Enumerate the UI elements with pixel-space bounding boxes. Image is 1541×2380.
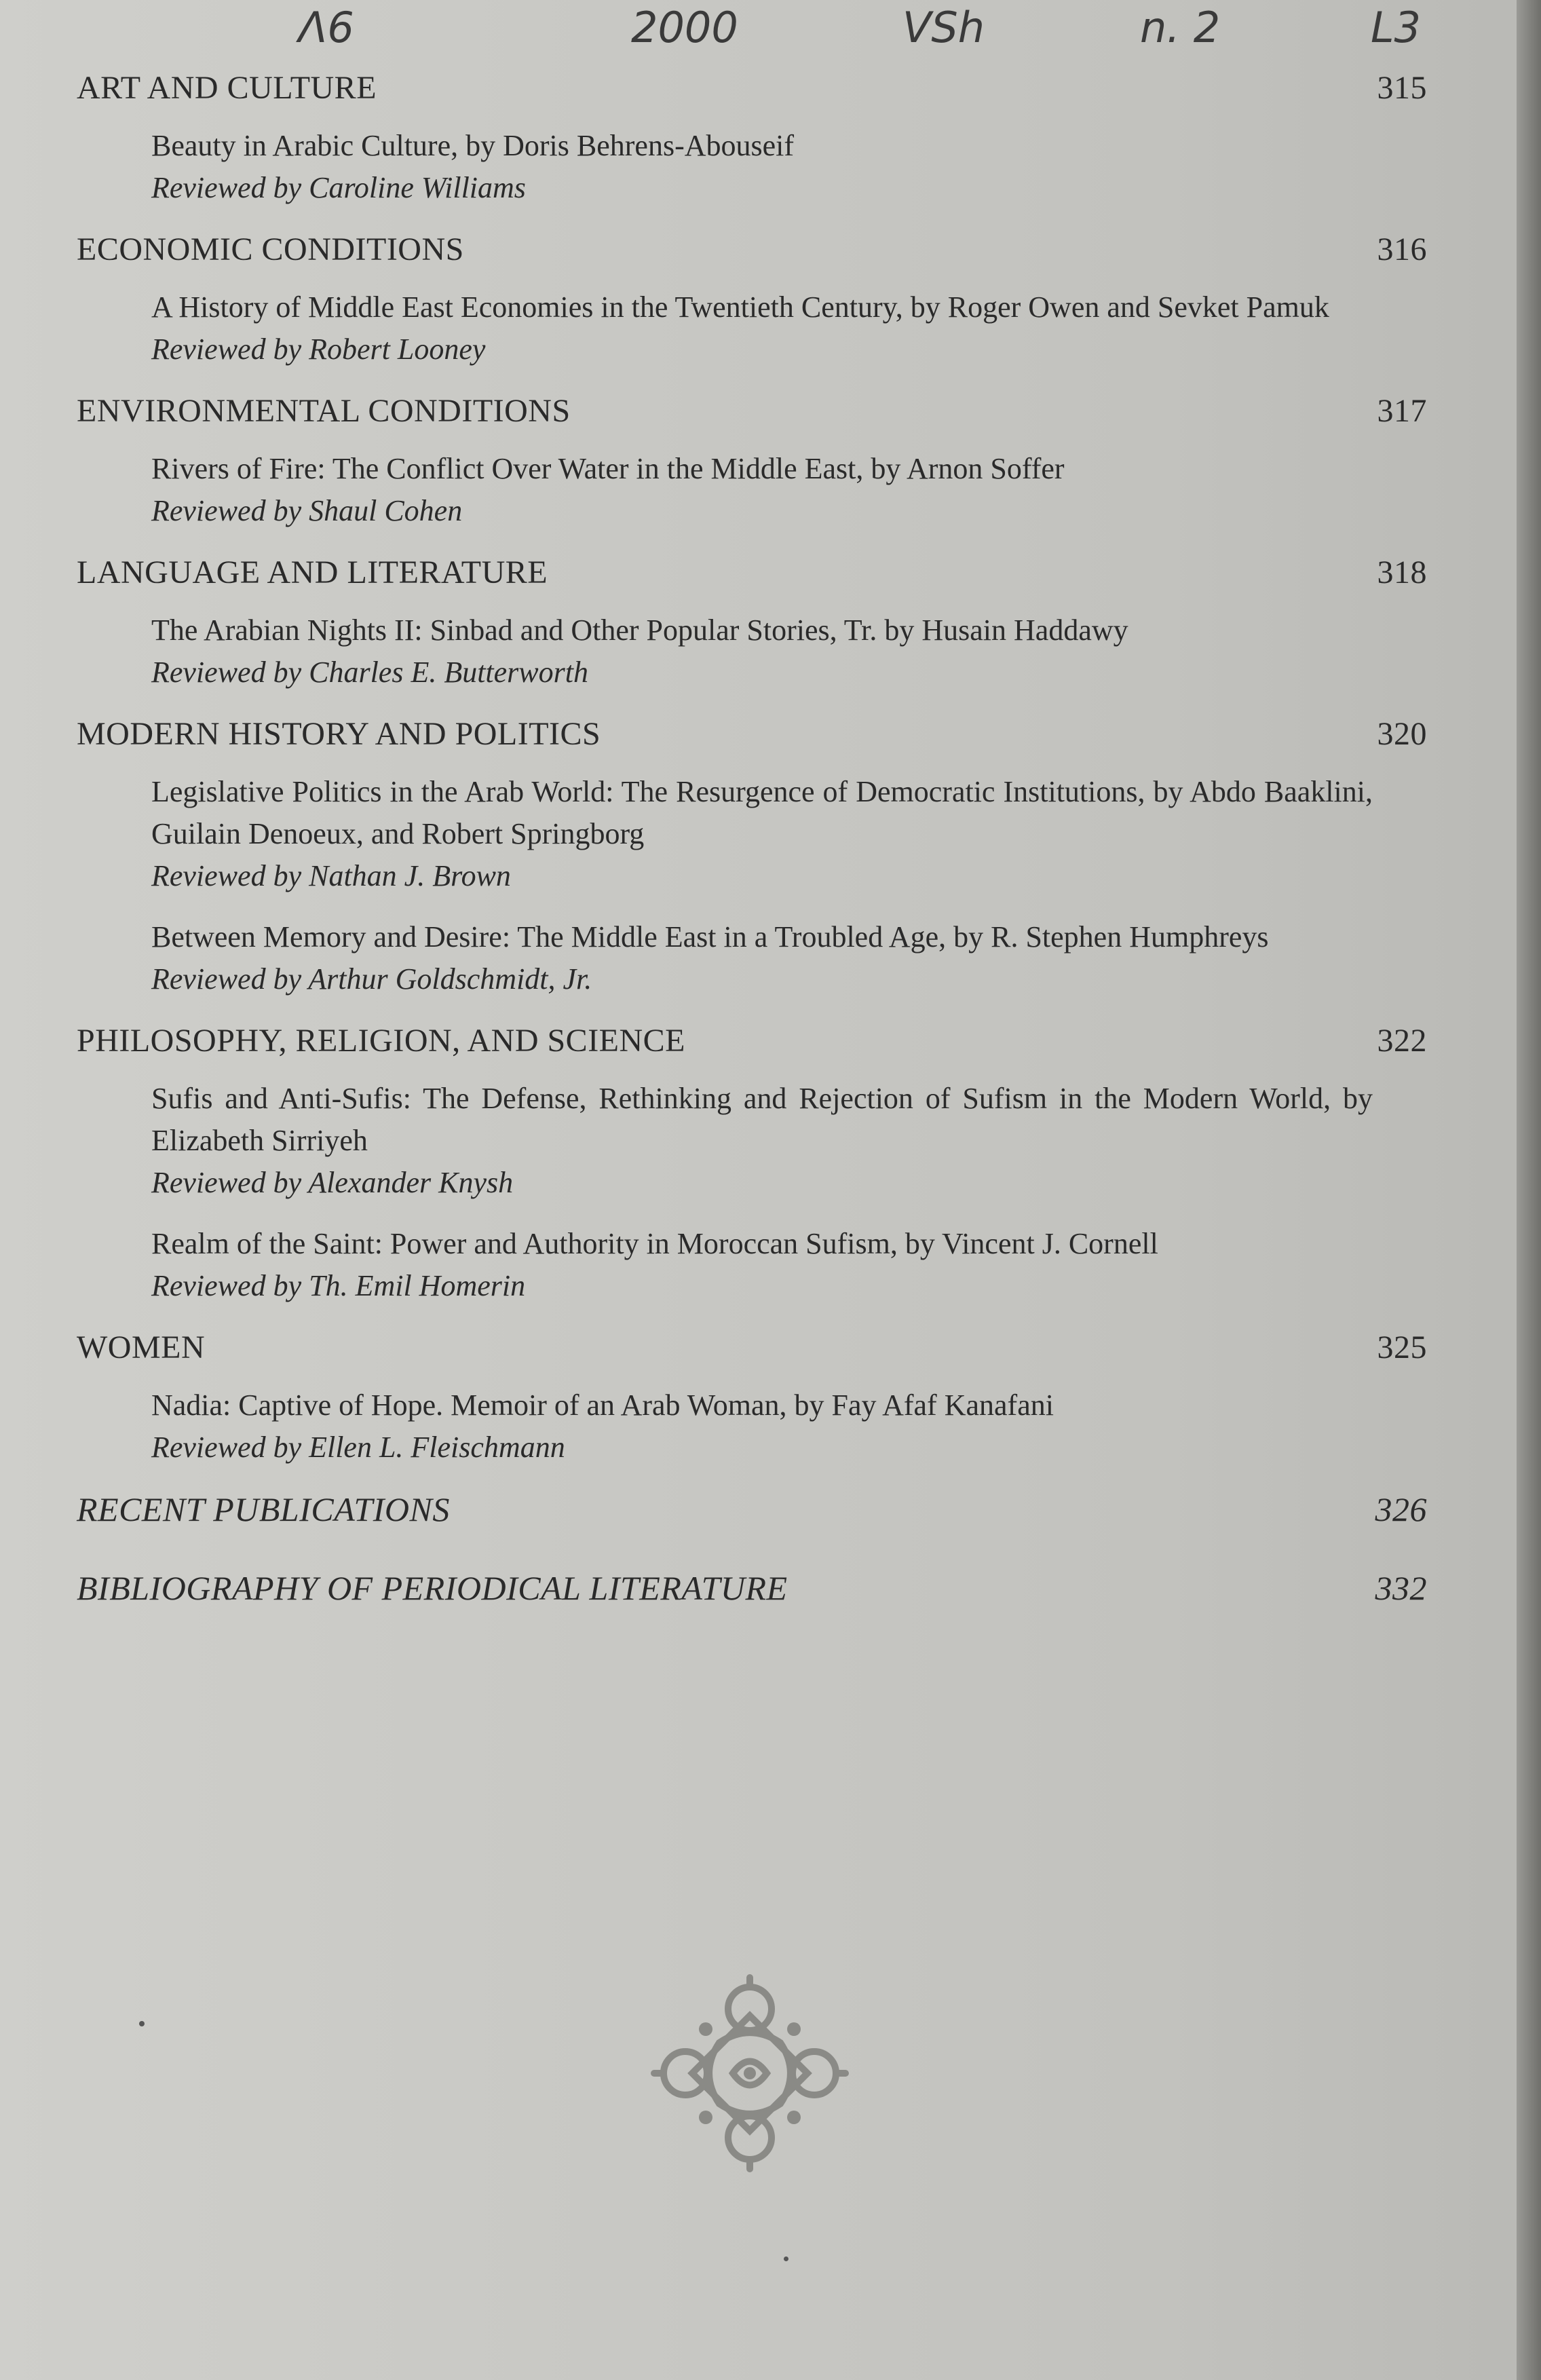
book-title: A History of Middle East Economies in the Twentieth Century, by Roger Owen and Sevket Pamuk bbox=[151, 290, 1329, 324]
handwritten-mark-3: VSh bbox=[902, 3, 985, 52]
book-title: The Arabian Nights II: Sinbad and Other Popular Stories, Tr. by Husain Haddawy bbox=[151, 613, 1128, 647]
toc-section-economic-conditions bbox=[77, 229, 1427, 371]
toc-bibliography bbox=[77, 1568, 1427, 1608]
toc-section-art-and-culture bbox=[77, 68, 1427, 209]
section-page-number: 320 bbox=[1377, 716, 1427, 752]
section-page-number: 315 bbox=[1377, 70, 1427, 106]
toc-recent-publications bbox=[77, 1489, 1427, 1530]
review-entry bbox=[151, 609, 1373, 694]
toc-section-women bbox=[77, 1327, 1427, 1469]
book-title: Legislative Politics in the Arab World: The Resurgence of Democratic Institutions, by Abdo Baaklini, Guilain Denoeux, and Robert Springborg bbox=[151, 775, 1373, 850]
section-page-number: 318 bbox=[1377, 554, 1427, 590]
page-edge-shadow bbox=[1517, 0, 1541, 2380]
toc-section-language-and-literature bbox=[77, 552, 1427, 694]
book-title: Nadia: Captive of Hope. Memoir of an Arab Woman, by Fay Afaf Kanafani bbox=[151, 1389, 1054, 1422]
section-heading bbox=[77, 1568, 1427, 1608]
section-page-number: 332 bbox=[1375, 1569, 1427, 1607]
section-page-number: 322 bbox=[1377, 1023, 1427, 1059]
review-entry bbox=[151, 771, 1373, 897]
arabesque-ornament-icon bbox=[645, 1968, 855, 2178]
section-title: LANGUAGE AND LITERATURE bbox=[77, 554, 548, 590]
reviewer: Reviewed by Charles E. Butterworth bbox=[151, 656, 588, 689]
handwritten-mark-5: L3 bbox=[1371, 3, 1421, 52]
reviewer: Reviewed by Robert Looney bbox=[151, 333, 486, 366]
section-title: PHILOSOPHY, RELIGION, AND SCIENCE bbox=[77, 1023, 685, 1059]
reviewer: Reviewed by Ellen L. Fleischmann bbox=[151, 1431, 565, 1464]
section-page-number: 316 bbox=[1377, 231, 1427, 267]
book-title: Beauty in Arabic Culture, by Doris Behrens-Abouseif bbox=[151, 129, 795, 162]
paper-speck bbox=[139, 2021, 145, 2026]
section-title: RECENT PUBLICATIONS bbox=[77, 1490, 450, 1528]
review-entry bbox=[151, 286, 1373, 371]
section-title: ECONOMIC CONDITIONS bbox=[77, 231, 464, 267]
reviewer: Reviewed by Nathan J. Brown bbox=[151, 859, 511, 892]
toc-section-environmental-conditions bbox=[77, 391, 1427, 532]
section-page-number: 325 bbox=[1377, 1329, 1427, 1365]
book-title: Rivers of Fire: The Conflict Over Water in the Middle East, by Arnon Soffer bbox=[151, 452, 1065, 485]
section-title: ENVIRONMENTAL CONDITIONS bbox=[77, 393, 571, 429]
section-heading bbox=[77, 1327, 1427, 1368]
section-heading bbox=[77, 1021, 1427, 1061]
section-title: MODERN HISTORY AND POLITICS bbox=[77, 716, 601, 752]
handwritten-mark-1: Λ6 bbox=[299, 3, 354, 52]
book-title: Realm of the Saint: Power and Authority in Moroccan Sufism, by Vincent J. Cornell bbox=[151, 1227, 1158, 1260]
section-heading bbox=[77, 1489, 1427, 1530]
handwritten-mark-2: 2000 bbox=[631, 3, 738, 52]
section-heading bbox=[77, 68, 1427, 109]
review-entry bbox=[151, 1223, 1373, 1307]
section-page-number: 317 bbox=[1377, 393, 1427, 429]
handwritten-mark-4: n. 2 bbox=[1140, 3, 1221, 52]
section-page-number: 326 bbox=[1375, 1490, 1427, 1528]
section-heading bbox=[77, 391, 1427, 432]
reviewer: Reviewed by Arthur Goldschmidt, Jr. bbox=[151, 962, 592, 996]
section-heading bbox=[77, 229, 1427, 270]
section-heading bbox=[77, 714, 1427, 755]
handwritten-note bbox=[0, 0, 1541, 61]
review-entry bbox=[151, 916, 1373, 1000]
section-title: ART AND CULTURE bbox=[77, 70, 377, 106]
reviewer: Reviewed by Caroline Williams bbox=[151, 171, 526, 204]
toc-section-modern-history-and-politics bbox=[77, 714, 1427, 1000]
section-heading bbox=[77, 552, 1427, 593]
reviewer: Reviewed by Th. Emil Homerin bbox=[151, 1269, 526, 1302]
book-title: Between Memory and Desire: The Middle East in a Troubled Age, by R. Stephen Humphreys bbox=[151, 920, 1269, 953]
reviewer: Reviewed by Shaul Cohen bbox=[151, 494, 463, 527]
section-title: BIBLIOGRAPHY OF PERIODICAL LITERATURE bbox=[77, 1569, 788, 1607]
table-of-contents bbox=[77, 68, 1427, 1646]
review-entry bbox=[151, 1384, 1373, 1469]
paper-speck bbox=[784, 2256, 788, 2261]
section-title: WOMEN bbox=[77, 1329, 206, 1365]
review-entry bbox=[151, 125, 1373, 209]
review-entry bbox=[151, 1078, 1373, 1204]
reviewer: Reviewed by Alexander Knysh bbox=[151, 1166, 514, 1199]
review-entry bbox=[151, 448, 1373, 532]
book-title: Sufis and Anti-Sufis: The Defense, Rethinking and Rejection of Sufism in the Modern World, by Elizabeth Sirriyeh bbox=[151, 1082, 1373, 1157]
toc-section-philosophy-religion-science bbox=[77, 1021, 1427, 1307]
